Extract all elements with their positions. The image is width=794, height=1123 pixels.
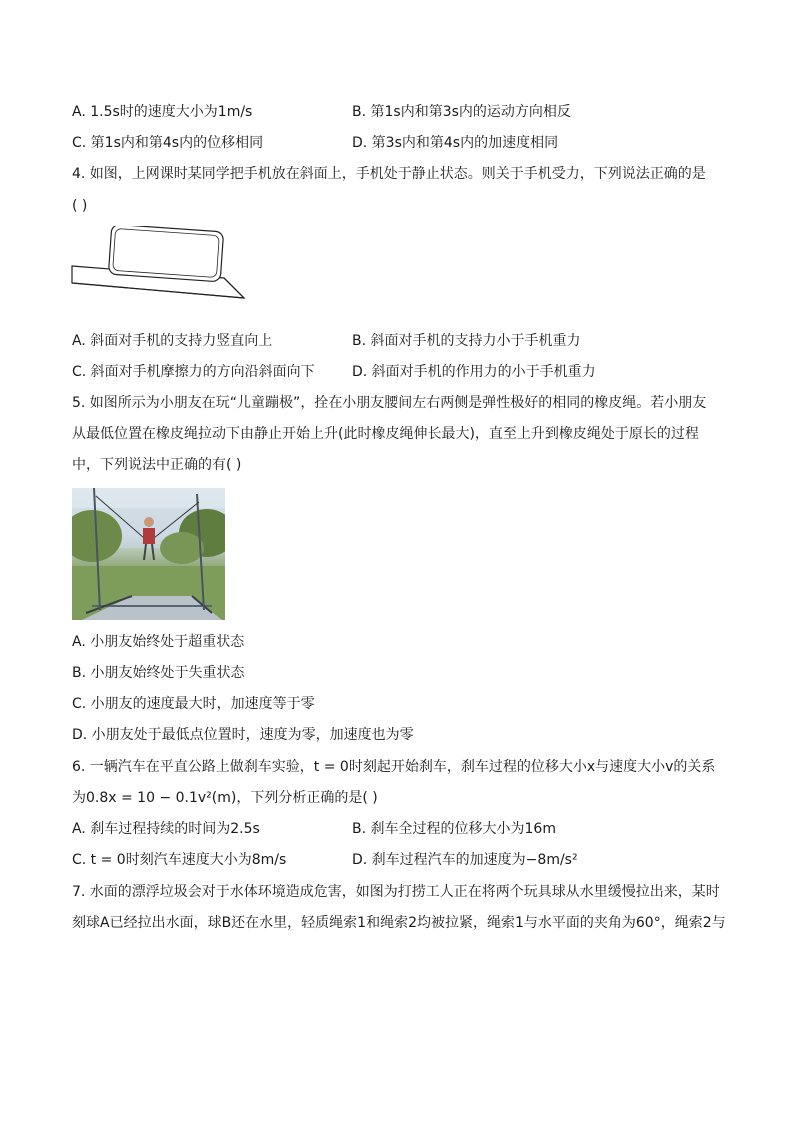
q3-option-a: A. 1.5s时的速度大小为1m/s [72,104,253,120]
q5-option-d: D. 小朋友处于最低点位置时，速度为零，加速度也为零 [72,727,414,743]
q4-option-b: B. 斜面对手机的支持力小于手机重力 [352,333,581,349]
q4-stem-line2: ( ) [72,198,88,214]
q6-option-b: B. 刹车全过程的位移大小为16m [352,821,556,837]
q4-option-a: A. 斜面对手机的支持力竖直向上 [72,333,273,349]
q4-option-d: D. 斜面对手机的作用力的小于手机重力 [352,364,596,380]
bungee-trampoline-photo [72,488,225,620]
q3-option-c: C. 第1s内和第4s内的位移相同 [72,135,264,151]
q3-option-b: B. 第1s内和第3s内的运动方向相反 [352,104,571,120]
q5-option-b: B. 小朋友始终处于失重状态 [72,665,245,681]
q6-stem-line1: 6. 一辆汽车在平直公路上做刹车实验，t = 0时刻起开始刹车，刹车过程的位移大小x与速度大小v的关系 [72,759,716,775]
q5-option-a: A. 小朋友始终处于超重状态 [72,634,245,650]
q6-stem-line2: 为0.8x = 10 − 0.1v²(m)，下列分析正确的是( ) [72,790,378,806]
q6-option-c: C. t = 0时刻汽车速度大小为8m/s [72,852,287,868]
q6-option-d: D. 刹车过程汽车的加速度为−8m/s² [352,852,578,868]
q4-stem-line1: 4. 如图，上网课时某同学把手机放在斜面上，手机处于静止状态。则关于手机受力，下列说法正确的是 [72,166,706,182]
q5-stem-line1: 5. 如图所示为小朋友在玩“儿童蹦极”，拴在小朋友腰间左右两侧是弹性极好的相同的橡皮绳。若小朋友 [72,395,707,411]
q5-stem-line2: 从最低位置在橡皮绳拉动下由静止开始上升(此时橡皮绳伸长最大)，直至上升到橡皮绳处于原长的过程 [72,426,699,442]
phone-on-slope-figure [70,226,248,318]
q7-stem-line2: 刻球A已经拉出水面，球B还在水里，轻质绳索1和绳索2均被拉紧，绳索1与水平面的夹角为60°，绳索2与 [72,915,726,931]
q3-option-d: D. 第3s内和第4s内的加速度相同 [352,135,559,151]
q5-stem-line3: 中，下列说法中正确的有( ) [72,457,242,473]
q5-option-c: C. 小朋友的速度最大时，加速度等于零 [72,696,315,712]
q4-option-c: C. 斜面对手机摩擦力的方向沿斜面向下 [72,364,315,380]
q6-option-a: A. 刹车过程持续的时间为2.5s [72,821,260,837]
q7-stem-line1: 7. 水面的漂浮垃圾会对于水体环境造成危害，如图为打捞工人正在将两个玩具球从水里缓慢拉出来，某时 [72,884,720,900]
